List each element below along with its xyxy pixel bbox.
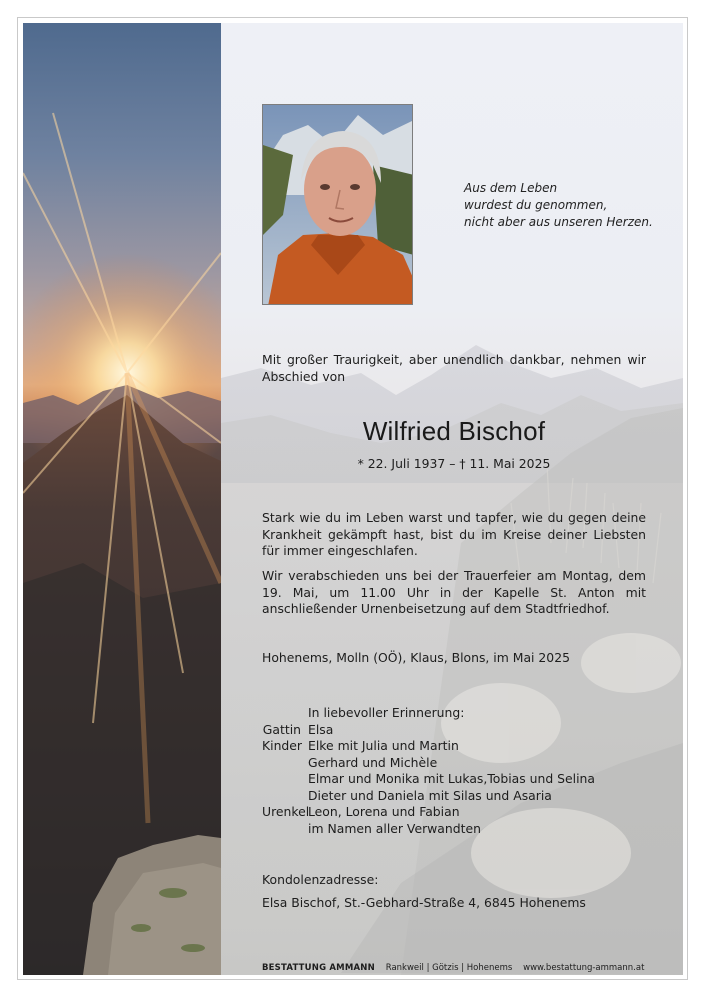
mourner-row (262, 755, 646, 772)
condolence-block (262, 872, 586, 917)
portrait-photo (262, 104, 413, 305)
condolence-address: Elsa Bischof, St.-Gebhard-Straße 4, 6845 Hohenems (262, 894, 586, 910)
mourner-row (262, 771, 646, 788)
mourners-list (262, 705, 646, 837)
mourner-row (262, 722, 646, 739)
tribute-paragraph: Stark wie du im Leben warst und tapfer, wie du gegen deine Krankheit gekämpft hast, bist du im Kreise deiner Liebsten für immer eingeschlafen. (262, 510, 646, 558)
funeral-home-locations: Rankweil | Götzis | Hohenems (385, 963, 513, 973)
mourner-names: Elmar und Monika mit Lukas,Tobias und Selina (308, 771, 595, 786)
mourner-role: Gattin (262, 721, 301, 737)
mourner-names: Leon, Lorena und Fabian (308, 804, 460, 819)
mourner-role: Kinder (262, 738, 303, 753)
funeral-home-brand: BESTATTUNG AMMANN (262, 963, 375, 973)
mourner-names: Gerhard und Michèle (308, 754, 438, 770)
mourner-role (262, 771, 308, 788)
quote-line: wurdest du genommen, (464, 198, 608, 212)
ceremony-paragraph: Wir verabschieden uns bei der Trauerfeier am Montag, dem 19. Mai, um 11.00 Uhr in der Kapelle St. Anton mit anschließender Urnenbeisetzung auf dem Stadtfriedhof. (262, 568, 646, 616)
mourner-names: Elke mit Julia und Martin (308, 738, 459, 753)
mourner-role (262, 821, 308, 838)
mourner-names: Elsa (308, 721, 334, 737)
funeral-home-website[interactable]: www.bestattung-ammann.at (523, 963, 645, 973)
sunset-image-strip (23, 23, 221, 975)
mourner-row (262, 788, 646, 805)
mourner-names: Dieter und Daniela mit Silas und Asaria (308, 787, 552, 803)
mourner-role (262, 788, 308, 805)
quote-line: nicht aber aus unseren Herzen. (464, 215, 653, 229)
condolence-label: Kondolenzadresse: (262, 872, 379, 887)
memorial-quote (464, 180, 664, 231)
deceased-name: Wilfried Bischof (362, 416, 546, 446)
mourner-names: im Namen aller Verwandten (308, 820, 481, 836)
place-date-line: Hohenems, Molln (OÖ), Klaus, Blons, im Mai 2025 (262, 650, 570, 665)
mourners-heading: In liebevoller Erinnerung: (308, 705, 465, 720)
life-dates: * 22. Juli 1937 – † 11. Mai 2025 (357, 456, 551, 471)
mourner-row (262, 804, 646, 821)
intro-text: Mit großer Traurigkeit, aber unendlich dankbar, nehmen wir Abschied von (262, 352, 646, 384)
mourner-row (262, 821, 646, 838)
mourner-role (262, 755, 308, 772)
quote-line: Aus dem Leben (464, 181, 558, 195)
mourners-heading-row (262, 705, 646, 722)
mourner-row (262, 738, 646, 755)
footer (262, 963, 644, 973)
mourner-role: Urenkel (262, 804, 310, 819)
